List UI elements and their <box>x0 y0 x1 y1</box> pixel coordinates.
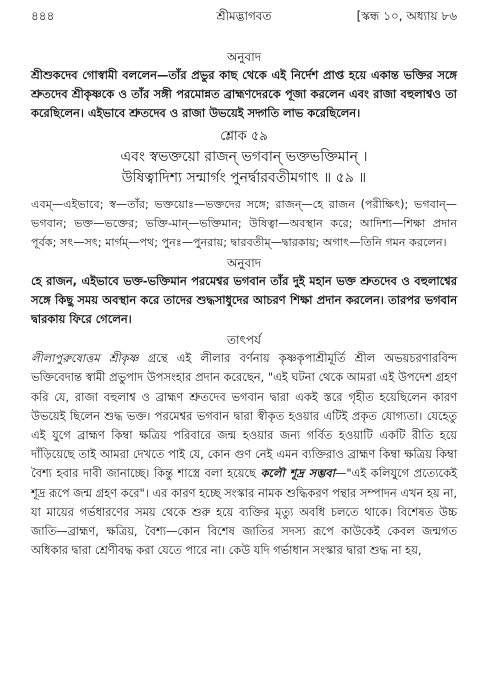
page-header <box>31 8 457 28</box>
purport-text-part-1: গ্রন্থে এই লীলার বর্ণনায় কৃষ্ণকৃপাশ্রীমূর্তি শ্রীল অভয়চরণারবিন্দ ভক্তিবেদান্ত স্বামী প্রভুপাদ উপসংহার প্রদান করেছেন, "এই ঘটনা থেকে আমরা এই উপদেশ গ্রহণ করি যে, রাজা বহুলাশ্ব ও ব্রাহ্মণ শ্রুতদেব ভগবান দ্বারা একই স্তরে গৃহীত হয়েছিলেন কারণ উভয়েই ছিলেন শুদ্ধ ভক্ত। পরমেশ্বর ভগবান দ্বারা স্বীকৃত হওয়ার এটিই প্রকৃত যোগ্যতা। যেহেতু এই যুগে ব্রাহ্মণ কিম্বা ক্ষত্রিয় পরিবারে জন্ম হওয়ার জন্য গর্বিত হওয়াটি একটি রীতি হয়ে দাঁড়িয়েছে তাই আমরা দেখতে পাই যে, কোন গুণ নেই এমন ব্যক্তিরাও ব্রাহ্মণ কিম্বা ক্ষত্রিয় কিম্বা বৈশ্য হবার দাবী জানাচ্ছে। কিন্তু শাস্ত্রে বলা হয়েছে <box>31 351 457 481</box>
page-number: ৪৪৪ <box>31 9 55 23</box>
verse-line-1: এবং স্বভক্তয়ো রাজন্ ভগবান্ ভক্তভক্তিমান্ । <box>120 148 368 165</box>
running-title: শ্রীমদ্ভাগবত <box>216 9 272 23</box>
scripture-quote: কলৌ শূদ্র সম্ভবা <box>260 466 335 481</box>
translation-heading-2: অনুবাদ <box>226 255 262 270</box>
verse-line-2: উষিত্বাদিশ্য সন্মার্গং পুনর্দ্বারবতীমগাৎ ॥ ৫৯ ॥ <box>121 169 367 186</box>
translation-text-2: হে রাজন, এইভাবে ভক্ত-ভক্তিমান পরমেশ্বর ভগবান তাঁর দুই মহান ভক্ত শ্রুতদেব ও বহুলাশ্বের সঙ্গে কিছু সময় অবস্থান করে তাদের শুদ্ধসাধুদের আচরণ শিক্ষা প্রদান করলেন। তারপর ভগবান দ্বারকায় ফিরে গেলেন। <box>31 273 457 327</box>
word-meanings: এবম্—এইভাবে; স্ব—তাঁর; ভক্তয়োঃ—ভক্তদের সঙ্গে; রাজন্—হে রাজন (পরীক্ষিৎ); ভগবান্—ভগবান; ভক্ত—ভক্তের; ভক্তি-মান্—ভক্তিমান; উষিত্বা—অবস্থান করে; আদিশ্য—শিক্ষা প্রদান পূর্বক; সৎ—সৎ; মার্গম্—পথ; পুনঃ—পুনরায়; দ্বারবতীম্—দ্বারকায়; অগাৎ—তিনি গমন করলেন। <box>31 197 457 249</box>
chapter-reference: [স্কন্ধ ১০, অধ্যায় ৮৬ <box>356 9 457 23</box>
page-body <box>31 48 457 560</box>
verse-label: শ্লোক ৫৯ <box>220 128 268 144</box>
translation-heading: অনুবাদ <box>226 50 262 64</box>
purport-heading: তাৎপর্য <box>227 333 261 348</box>
purport-text <box>31 349 457 560</box>
translation-text: শ্রীশুকদেব গোস্বামী বললেন—তাঁর প্রভুর কাছ থেকে এই নির্দেশ প্রাপ্ত হয়ে একান্ত ভক্তির সঙ্গে শ্রুতদেব শ্রীকৃষ্ণকে ও তাঁর সঙ্গী পরমোন্নত ব্রাহ্মণদেরকে পূজা করলেন এবং রাজা বহুলাশ্বও তা করেছিলেন। এইভাবে শ্রুতদেব ও রাজা উভয়েই সদ্গতি লাভ করেছিলেন। <box>31 68 457 121</box>
purport-text-part-2: —"এই কলিযুগে প্রত্যেকেই শূদ্র রূপে জন্ম গ্রহণ করে"। এর কারণ হচ্ছে সংস্কার নামক শুদ্ধিকরণ পন্থার সম্পাদন এখন হয় না, যা মায়ের গর্ভধারণের সময় থেকে শুরু হয়ে ব্যক্তির মৃত্যু অবধি চলতে থাকে। বিশেষত উচ্চ জাতি—ব্রাহ্মণ, ক্ষত্রিয়, বৈশ্য—কোন বিশেষ জাতির সদস্য রূপে কাউকেই কেবল জন্মগত অধিকার দ্বারা শ্রেণীবদ্ধ করা যেতে পারে না। কেউ যদি গর্ভাধান সংস্কার দ্বারা শুদ্ধ না হয়, <box>31 466 457 558</box>
book-title: লীলাপুরুষোত্তম শ্রীকৃষ্ণ <box>31 351 139 366</box>
